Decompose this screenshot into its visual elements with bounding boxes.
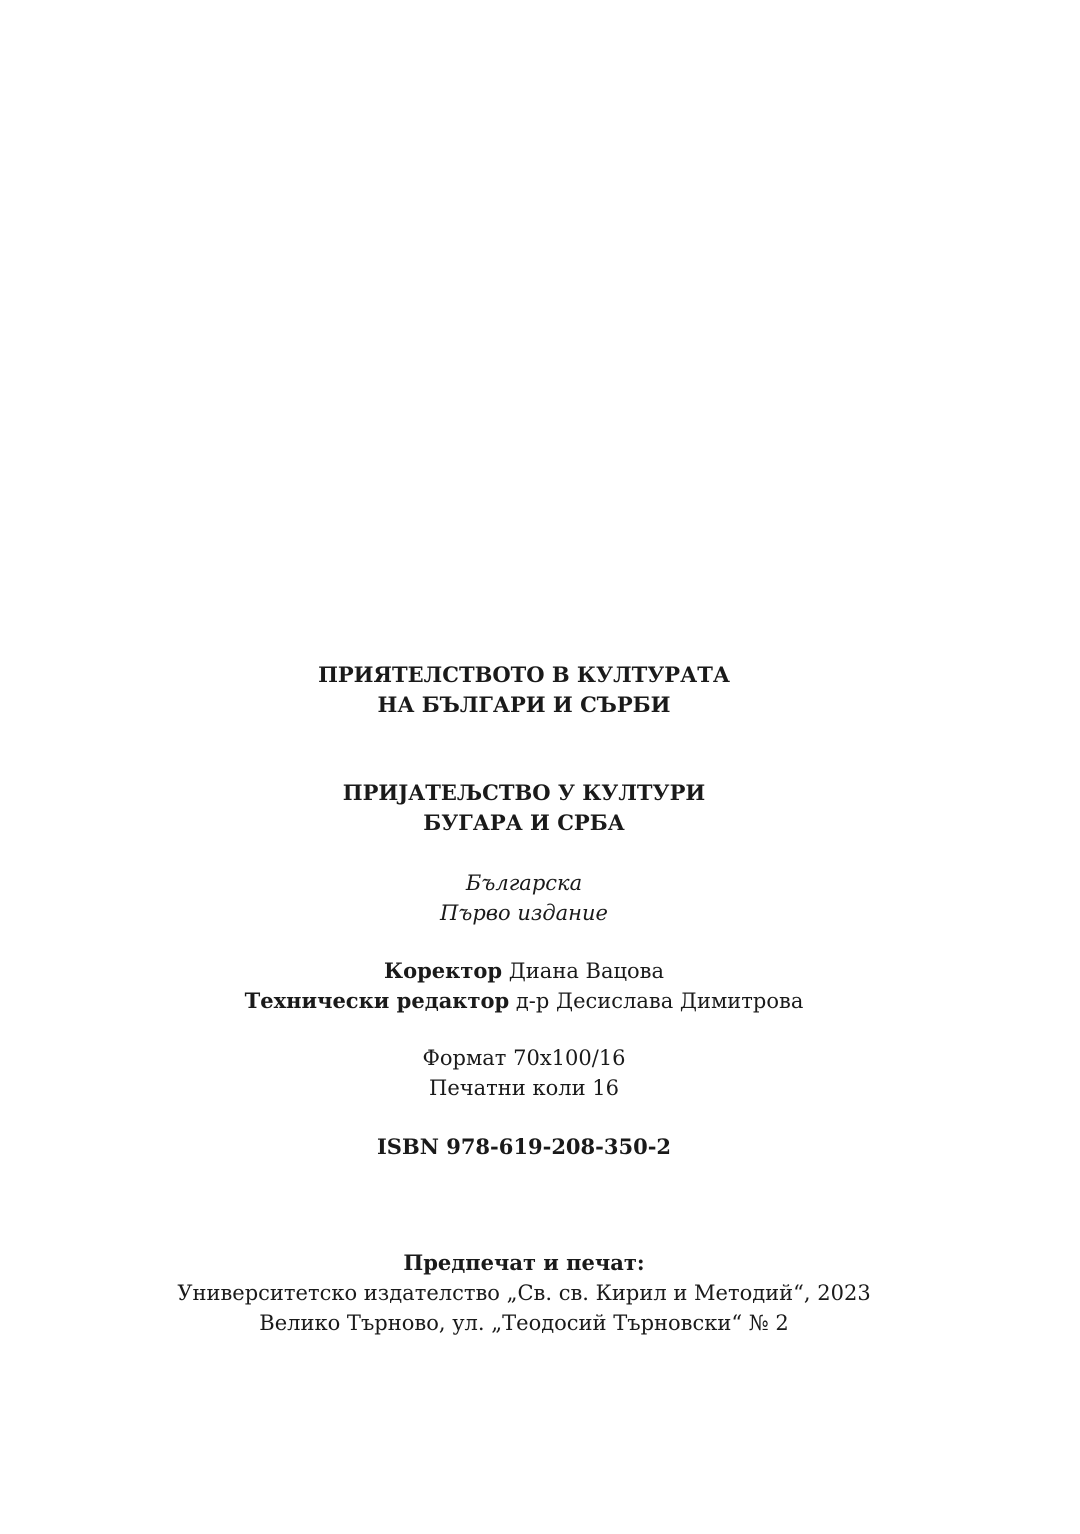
publisher-name: Университетско издателство „Св. св. Кирил и Методий“, 2023	[177, 1281, 871, 1305]
title-bulgarian-line1: ПРИЯТЕЛСТВОТО В КУЛТУРАТА	[318, 662, 730, 687]
proofreader-line	[0, 956, 1048, 986]
title-bulgarian	[0, 660, 1048, 720]
isbn-number: ISBN 978-619-208-350-2	[376, 1134, 672, 1159]
title-bulgarian-line2: НА БЪЛГАРИ И СЪРБИ	[377, 692, 671, 717]
edition-language: Българска	[465, 871, 583, 895]
isbn	[0, 1132, 1048, 1162]
credits	[0, 956, 1048, 1016]
title-serbian-line2: БУГАРА И СРБА	[423, 810, 625, 835]
edition-info	[0, 868, 1048, 928]
printer-info	[0, 1248, 1048, 1338]
title-serbian	[0, 778, 1048, 838]
edition-number: Първо издание	[440, 901, 608, 925]
printer-label: Предпечат и печат:	[403, 1250, 645, 1275]
tech-editor-name: д-р Десислава Димитрова	[515, 989, 804, 1013]
printed-sheets: Печатни коли 16	[429, 1076, 619, 1100]
print-format	[0, 1043, 1048, 1103]
format-size: Формат 70х100/16	[422, 1046, 626, 1070]
tech-editor-label: Технически редактор	[244, 988, 510, 1013]
proofreader-label: Коректор	[384, 958, 503, 983]
tech-editor-line	[0, 986, 1048, 1016]
title-serbian-line1: ПРИЈАТЕЉСТВО У КУЛТУРИ	[342, 780, 706, 805]
publisher-address: Велико Търново, ул. „Теодосий Търновски“ № 2	[259, 1311, 789, 1335]
proofreader-name: Диана Вацова	[508, 959, 664, 983]
